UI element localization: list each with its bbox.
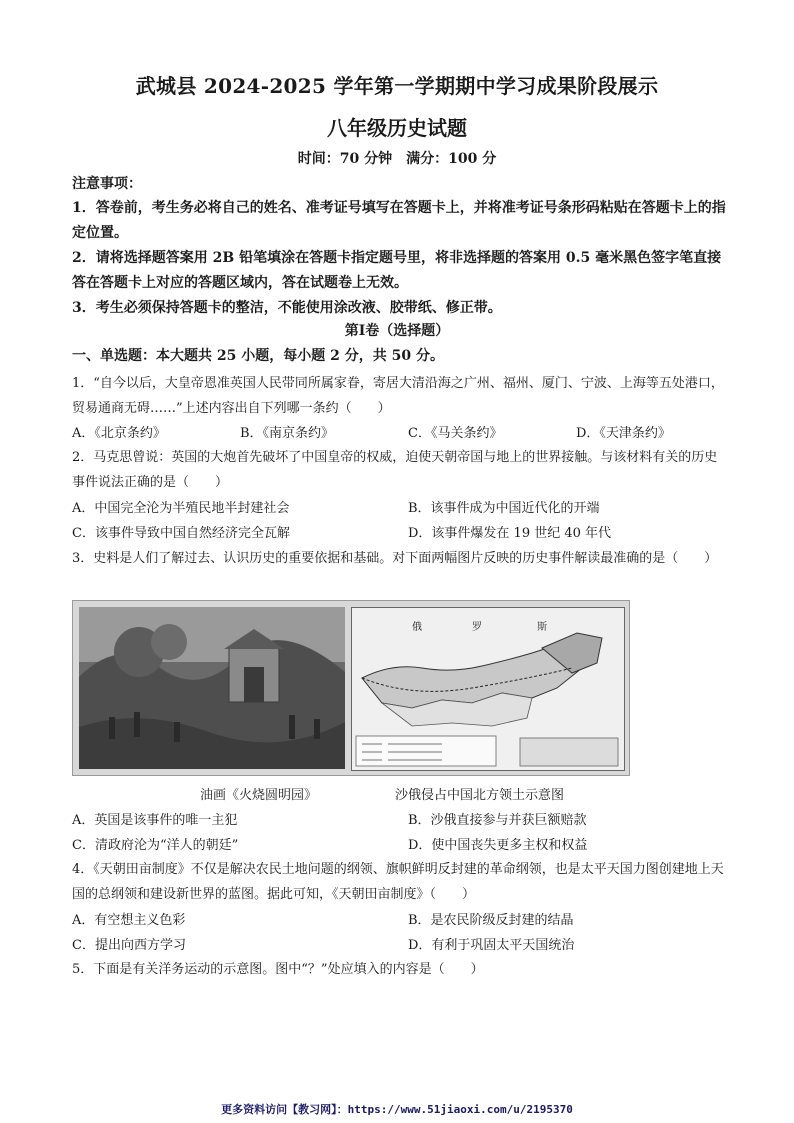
section-title: 第Ⅰ卷（选择题） [344,323,450,339]
time-info: 时间：70 分钟 满分：100 分 [297,151,497,167]
question-4-options-row2 [72,934,728,956]
q3-option-c: C．清政府沦为“洋人的朝廷” [72,838,239,853]
caption-map: 沙俄侵占中国北方领土示意图 [395,788,565,803]
q1-option-a: A．《北京条约》 [72,426,166,441]
russia-map-image [351,607,625,771]
question-4-options-row1 [72,909,728,931]
painting-image [79,607,345,769]
q3-option-a: A．英国是该事件的唯一主犯 [72,813,238,828]
q2-option-a: A．中国完全沦为半殖民地半封建社会 [72,501,290,516]
q4-option-a: A．有空想主义色彩 [72,913,186,928]
question-3-stem: 3．史料是人们了解过去、认识历史的重要依据和基础。对下面两幅图片反映的历史事件解读最准确的是（ ） [72,551,718,566]
painting-sketch [79,607,345,769]
section-heading: 一、单选题：本大题共 25 小题，每小题 2 分，共 50 分。 [72,348,444,364]
question-3-figure [72,600,630,776]
note-item-2: 2．请将选择题答案用 2B 铅笔填涂在答题卡指定题号里，将非选择题的答案用 0.5 毫米黑色签字笔直接答在答题卡上对应的答题区域内，答在试题卷上无效。 [72,250,722,291]
q2-option-d: D．该事件爆发在 19 世纪 40 年代 [408,526,612,541]
q4-option-b: B．是农民阶级反封建的结晶 [408,913,574,928]
question-1-stem: 1．“自今以后，大皇帝恩准英国人民带同所属家眷，寄居大清沿海之广州、福州、厦门、宁波、上海等五处港口，贸易通商无碍……”上述内容出自下列哪一条约（ ） [72,376,724,416]
question-3-options-row2 [72,834,728,856]
question-2-options-row2 [72,522,728,544]
question-2-options-row1 [72,497,728,519]
notes-heading: 注意事项： [72,176,142,192]
exam-subtitle: 八年级历史试题 [327,116,467,140]
footer-link[interactable]: 更多资料访问【教习网】：https://www.51jiaoxi.com/u/2195370 [221,1103,573,1116]
q4-option-c: C．提出向西方学习 [72,938,186,953]
q1-option-b: B．《南京条约》 [240,426,335,441]
q4-option-d: D．有利于巩固太平天国统治 [408,938,575,953]
question-1-options [72,422,728,444]
note-item-3: 3．考生必须保持答题卡的整洁，不能使用涂改液、胶带纸、修正带。 [72,300,502,316]
question-2-stem: 2．马克思曾说：英国的大炮首先破坏了中国皇帝的权威，迫使天朝帝国与地上的世界接触。与该材料有关的历史事件说法正确的是（ ） [72,450,718,490]
q1-option-c: C．《马关条约》 [408,426,503,441]
q3-option-d: D．使中国丧失更多主权和权益 [408,838,588,853]
question-4-stem: 4．《天朝田亩制度》不仅是解决农民土地问题的纲领、旗帜鲜明反封建的革命纲领，也是太平天国力图创建地上天国的总纲领和建设新世界的蓝图。据此可知，《天朝田亩制度》（ ） [72,862,724,902]
map-label-3: 斯 [537,622,547,633]
question-3-options-row1 [72,809,728,831]
exam-title: 武城县 2024-2025 学年第一学期期中学习成果阶段展示 [135,74,659,98]
map-sketch [352,608,624,770]
map-label-2: 罗 [472,622,482,633]
q1-option-d: D．《天津条约》 [576,426,671,441]
q3-option-b: B．沙俄直接参与并获巨额赔款 [408,813,587,828]
note-item-1: 1．答卷前，考生务必将自己的姓名、准考证号填写在答题卡上，并将准考证号条形码粘贴在答题卡上的指定位置。 [72,200,726,241]
caption-painting: 油画《火烧圆明园》 [200,788,318,803]
q2-option-b: B．该事件成为中国近代化的开端 [408,501,600,516]
q2-option-c: C．该事件导致中国自然经济完全瓦解 [72,526,290,541]
map-label-1: 俄 [412,622,422,633]
question-5-stem: 5．下面是有关洋务运动的示意图。图中“？”处应填入的内容是（ ） [72,962,484,977]
